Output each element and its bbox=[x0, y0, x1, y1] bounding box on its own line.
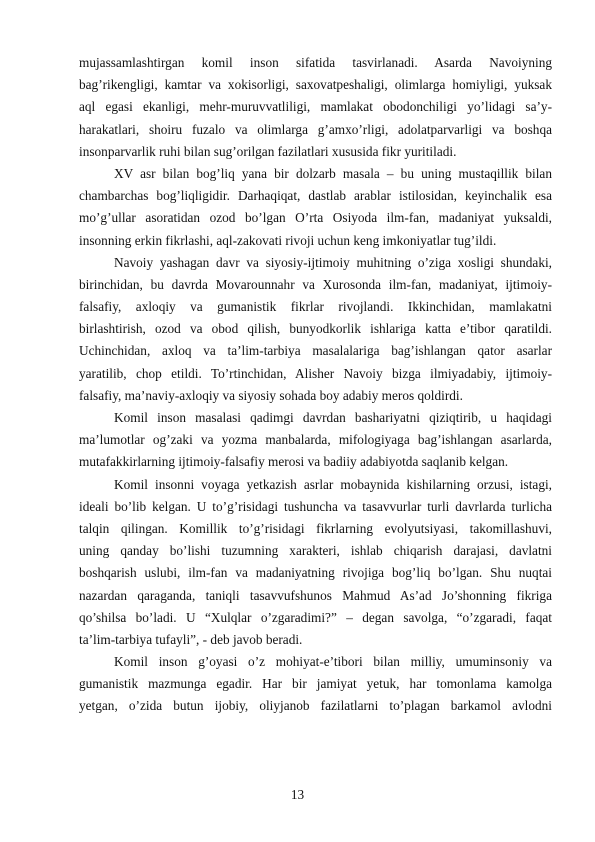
paragraph bbox=[79, 52, 552, 163]
text-line: harakatlari, shoiru fuzalo va olimlarga g’amxo’rligi, adolatparvarligi va boshqa bbox=[79, 121, 552, 137]
text-line: ideali bo’lib kelgan. U to’g’risidagi tushuncha va tasavvurlar turli davrlarda turlicha bbox=[79, 498, 552, 514]
text-line: Uchinchidan, axloq va ta’lim-tarbiya masalalariga bag’ishlangan qator asarlar bbox=[79, 343, 552, 359]
text-line: boshqarish uslubi, ilm-fan va madaniyatning rivojiga bog’liq bo’lgan. Shu nuqtai bbox=[79, 565, 552, 581]
text-line: Navoiy yashagan davr va siyosiy-ijtimoiy muhitning o’ziga xosligi shundaki, bbox=[114, 254, 552, 270]
text-line: nazardan qaraganda, taniqli tasavvufshunos Mahmud As’ad Jo’shonning fikriga bbox=[79, 587, 552, 603]
text-line: yetgan, o’zida butun ijobiy, oliyjanob fazilatlarni to’plagan barkamol avlodni bbox=[79, 698, 552, 714]
text-line: bag’rikengligi, kamtar va xokisorligi, saxovatpeshaligi, olimlarga homiyligi, yuksak bbox=[79, 77, 552, 93]
text-line: talqin qilingan. Komillik to’g’risidagi fikrlarning evolyutsiyasi, takomillashuvi, bbox=[79, 520, 552, 536]
paragraph bbox=[79, 651, 552, 718]
paragraph bbox=[79, 163, 552, 252]
text-line: aql egasi ekanligi, mehr-muruvvatliligi, mamlakat obodonchiligi yo’lidagi sa’y- bbox=[79, 99, 552, 115]
paragraph bbox=[79, 474, 552, 652]
text-line: insonning erkin fikrlashi, aql-zakovati rivoji uchun keng imkoniyatlar tug’ildi. bbox=[79, 232, 497, 248]
text-line: insonparvarlik ruhi bilan sug’orilgan fazilatlari xususida fikr yuritiladi. bbox=[79, 143, 457, 159]
text-line: mujassamlashtirgan komil inson sifatida tasvirlanadi. Asarda Navoiyning bbox=[79, 55, 552, 70]
text-line: birlashtirish, ozod va obod qilish, bunyodkorlik ishlariga katta e’tibor qaratildi. bbox=[79, 321, 552, 337]
text-line: falsafiy, axloqiy va gumanistik fikrlar rivojlandi. Ikkinchidan, mamlakatni bbox=[79, 299, 552, 315]
text-line: Komil inson g’oyasi o’z mohiyat-e’tibori bilan milliy, umuminsoniy va bbox=[114, 654, 552, 670]
text-line: mutafakkirlarning ijtimoiy-falsafiy merosi va badiiy adabiyotda saqlanib kelgan. bbox=[79, 454, 509, 470]
text-line: mo’g’ullar asoratidan ozod bo’lgan O’rta Osiyoda ilm-fan, madaniyat yuksaldi, bbox=[79, 210, 552, 226]
page-number: 13 bbox=[290, 787, 305, 802]
text-line: birinchidan, bu davrda Movarounnahr va Xurosonda ilm-fan, madaniyat, ijtimoiy- bbox=[79, 276, 552, 292]
text-line: XV asr bilan bog’liq yana bir dolzarb masala – bu uning mustaqillik bilan bbox=[114, 165, 552, 181]
text-line: gumanistik mazmunga egadir. Har bir jamiyat yetuk, har tomonlama kamolga bbox=[79, 676, 552, 692]
paragraph bbox=[79, 252, 552, 407]
page-body bbox=[79, 52, 552, 718]
text-line: uning qanday bo’lishi tuzumning xarakteri, ishlab chiqarish darajasi, davlatni bbox=[79, 543, 552, 559]
text-line: chambarchas bog’liqligidir. Darhaqiqat, dastlab arablar istilosidan, keyinchalik esa bbox=[79, 188, 552, 204]
text-line: ta’lim-tarbiya tufayli”, - deb javob beradi. bbox=[79, 631, 303, 647]
text-line: ma’lumotlar og’zaki va yozma manbalarda, mifologiyaga bag’ishlangan asarlarda, bbox=[79, 432, 552, 448]
text-line: qo’shilsa bo’ladi. U “Xulqlar o’zgaradimi?” – degan savolga, “o’zgaradi, faqat bbox=[79, 609, 552, 625]
text-line: yaratilib, chop etildi. To’rtinchidan, Alisher Navoiy bizga ilmiyadabiy, ijtimoiy- bbox=[79, 365, 552, 381]
text-line: falsafiy, ma’naviy-axloqiy va siyosiy sohada boy adabiy meros qoldirdi. bbox=[79, 387, 463, 403]
paragraph bbox=[79, 407, 552, 474]
text-line: Komil inson masalasi qadimgi davrdan bashariyatni qiziqtirib, u haqidagi bbox=[114, 410, 552, 425]
text-line: Komil insonni voyaga yetkazish asrlar mobaynida kishilarning orzusi, istagi, bbox=[114, 476, 552, 492]
